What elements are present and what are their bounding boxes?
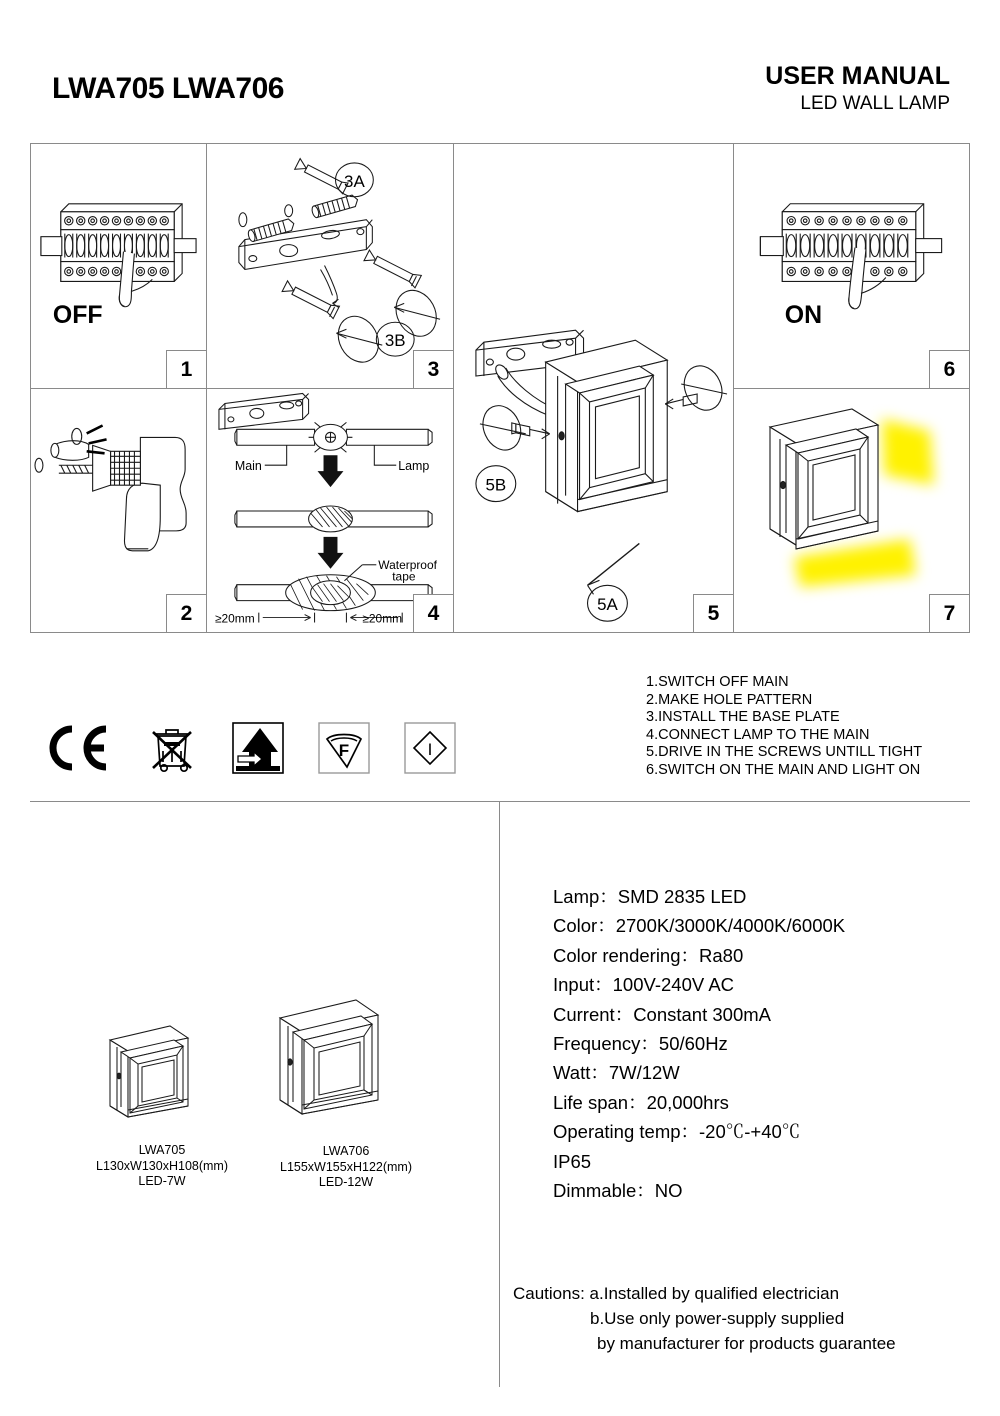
lwa706-model: LWA706 [322,1144,370,1158]
product-lwa706 [266,988,426,1191]
spec-watt: Watt：7W/12W [553,1062,680,1084]
caution-line-b: b.Use only power-supply supplied [590,1309,845,1328]
panel-connect-lamp-to-main [207,389,454,632]
dim-right: ≥20mm [362,611,403,626]
panel6-on-label: ON [784,301,823,330]
caution-line-b-cont: by manufacturer for products guarantee [597,1334,896,1353]
panel-number-4: 4 [413,594,453,632]
lwa705-caption [96,1143,228,1190]
panel-number-5: 5 [693,594,733,632]
horizontal-divider [30,801,970,802]
lwa705-wattage: LED-7W [138,1174,186,1188]
panel-install-base-plate [207,144,454,389]
lwa705-illustration [96,1014,228,1137]
instruction-step: 1.SWITCH OFF MAIN [646,674,789,690]
instruction-step: 3.INSTALL THE BASE PLATE [646,709,840,726]
class-one-icon [404,722,456,779]
panel-make-hole-pattern [31,389,207,632]
label-lamp: Lamp [398,459,430,474]
panel1-off-label: OFF [52,302,103,330]
weee-bin-icon [146,722,198,779]
panel-number-7: 7 [929,594,969,632]
label-waterproof-tape-1: Waterproof [378,557,437,572]
spec-current: Current：Constant 300mA [553,1003,771,1025]
panel-switch-on-main [734,144,969,389]
instruction-step: 6.SWITCH ON THE MAIN AND LIGHT ON [646,761,921,778]
callout-5b: 5B [485,475,507,495]
indoor-use-house-icon [232,722,284,779]
page-header [0,0,1000,140]
spec-color: Color：2700K/3000K/4000K/6000K [553,915,846,937]
panel-number-2: 2 [166,594,206,632]
spec-color-rendering: Color rendering：Ra80 [553,944,744,966]
panel-drive-in-screws [454,144,734,632]
instruction-step: 4.CONNECT LAMP TO THE MAIN [646,726,870,743]
caution-line-a: Cautions: a.Installed by qualified electrician [513,1284,840,1303]
ce-mark-icon [46,725,112,776]
instruction-step: 5.DRIVE IN THE SCREWS UNTILL TIGHT [646,744,923,761]
label-main: Main [234,459,262,474]
callout-5a: 5A [597,595,618,615]
manual-subtitle: LED WALL LAMP [800,93,950,114]
lwa705-model: LWA705 [138,1143,186,1157]
spec-operating-temp: Operating temp：-20℃-+40℃ [553,1121,801,1143]
model-title: LWA705 LWA706 [52,72,284,105]
manual-title: USER MANUAL [765,62,950,90]
cautions-block [513,1281,896,1356]
installation-steps-grid [30,143,970,633]
spec-life-span: Life span：20,000hrs [553,1091,729,1113]
panel-light-on [734,389,969,632]
svg-text:I: I [427,740,433,759]
lamp-mounting-illustration [454,144,733,632]
spec-input: Input：100V-240V AC [553,974,735,996]
lwa706-illustration [266,988,426,1138]
vertical-divider [499,801,500,1387]
spec-lamp: Lamp：SMD 2835 LED [553,886,747,907]
callout-3b: 3B [384,331,406,351]
spec-dimmable: Dimmable：NO [553,1180,683,1202]
lwa706-caption [266,1144,426,1191]
panel-number-1: 1 [166,350,206,388]
instruction-step: 2.MAKE HOLE PATTERN [646,691,813,708]
product-lwa705 [96,1014,228,1190]
instruction-step-list [646,674,922,780]
dim-left: ≥20mm [214,611,255,626]
specifications-list [553,882,845,1205]
panel-switch-off-main [31,144,207,389]
label-waterproof-tape-2: tape [392,569,416,584]
certification-icons [46,722,456,779]
lwa706-wattage: LED-12W [318,1175,374,1189]
callout-3a: 3A [344,171,365,191]
f-rated-surface-icon [318,722,370,779]
spec-frequency: Frequency：50/60Hz [553,1033,728,1055]
panel-number-6: 6 [929,350,969,388]
svg-text:F: F [338,741,350,760]
panel-number-3: 3 [413,350,453,388]
lwa705-dimensions: L130xW130xH108(mm) [96,1158,228,1173]
spec-ip-rating: IP65 [553,1150,592,1172]
product-showcase [60,960,480,1210]
lwa706-dimensions: L155xW155xH122(mm) [280,1159,412,1174]
